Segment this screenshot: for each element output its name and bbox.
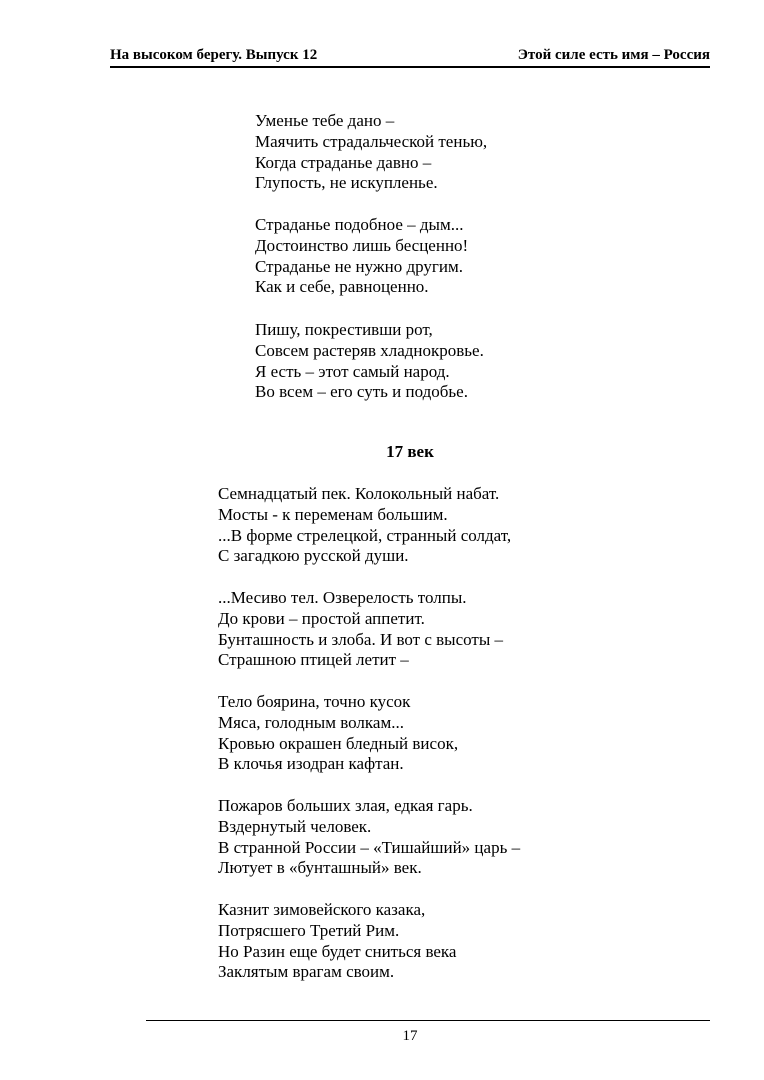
verse-line: Я есть – этот самый народ. bbox=[255, 361, 450, 381]
verse-line: Маячить страдальческой тенью, bbox=[255, 131, 488, 151]
verse-line: До крови – простой аппетит. bbox=[218, 608, 425, 628]
verse-line: Лютует в «бунташный» век. bbox=[218, 858, 422, 878]
verse-line: Казнит зимовейского казака, bbox=[218, 900, 426, 919]
header-collection-title: На высоком берегу. Выпуск 12 bbox=[110, 47, 318, 63]
prev-poem-stanza-1 bbox=[255, 111, 487, 194]
page-number: 17 bbox=[402, 1028, 418, 1044]
verse-line: Глупость, не искупленье. bbox=[255, 173, 438, 193]
poem-stanza-3 bbox=[218, 692, 458, 775]
verse-line: Мосты - к переменам большим. bbox=[218, 504, 448, 524]
verse-line: Семнадцатый пек. Колокольный набат. bbox=[218, 484, 500, 503]
poem-stanza-4 bbox=[218, 796, 520, 879]
verse-line: Совсем растеряв хладнокровье. bbox=[255, 340, 484, 360]
verse-line: Во всем – его суть и подобье. bbox=[255, 382, 468, 402]
running-header bbox=[110, 44, 710, 68]
header-section-title: Этой силе есть имя – Россия bbox=[517, 47, 710, 63]
verse-line: ...Месиво тел. Озверелость толпы. bbox=[218, 588, 467, 607]
poem-stanza-2 bbox=[218, 588, 503, 671]
verse-line: С загадкою русской души. bbox=[218, 546, 409, 566]
verse-line: Как и себе, равноценно. bbox=[255, 277, 429, 297]
verse-line: Заклятым врагам своим. bbox=[218, 962, 395, 982]
verse-line: Мяса, голодным волкам... bbox=[218, 712, 404, 732]
verse-line: Пожаров больших злая, едкая гарь. bbox=[218, 796, 473, 815]
verse-line: Страшною птицей летит – bbox=[218, 650, 409, 670]
verse-line: Потрясшего Третий Рим. bbox=[218, 920, 400, 940]
verse-line: Бунташность и злоба. И вот с высоты – bbox=[218, 629, 504, 649]
verse-line: Достоинство лишь бесценно! bbox=[255, 235, 469, 255]
verse-line: В странной России – «Тишайший» царь – bbox=[218, 837, 521, 857]
verse-line: Страданье не нужно другим. bbox=[255, 256, 464, 276]
verse-line: Уменье тебе дано – bbox=[255, 111, 395, 130]
verse-line: В клочья изодран кафтан. bbox=[218, 754, 404, 774]
poem-stanza-5 bbox=[218, 900, 456, 983]
verse-line: Пишу, покрестивши рот, bbox=[255, 320, 433, 339]
poem-title: 17 век bbox=[386, 442, 434, 461]
verse-line: Вздернутый человек. bbox=[218, 816, 372, 836]
prev-poem-stanza-2 bbox=[255, 215, 468, 298]
prev-poem-stanza-3 bbox=[255, 320, 484, 403]
verse-line: Когда страданье давно – bbox=[255, 152, 432, 172]
verse-line: Тело боярина, точно кусок bbox=[218, 692, 411, 711]
verse-line: Страданье подобное – дым... bbox=[255, 215, 464, 234]
verse-line: Кровью окрашен бледный висок, bbox=[218, 733, 459, 753]
poem-stanza-1 bbox=[218, 484, 511, 567]
verse-line: Но Разин еще будет сниться века bbox=[218, 941, 457, 961]
verse-line: ...В форме стрелецкой, странный солдат, bbox=[218, 525, 512, 545]
footer-divider bbox=[146, 1020, 710, 1021]
